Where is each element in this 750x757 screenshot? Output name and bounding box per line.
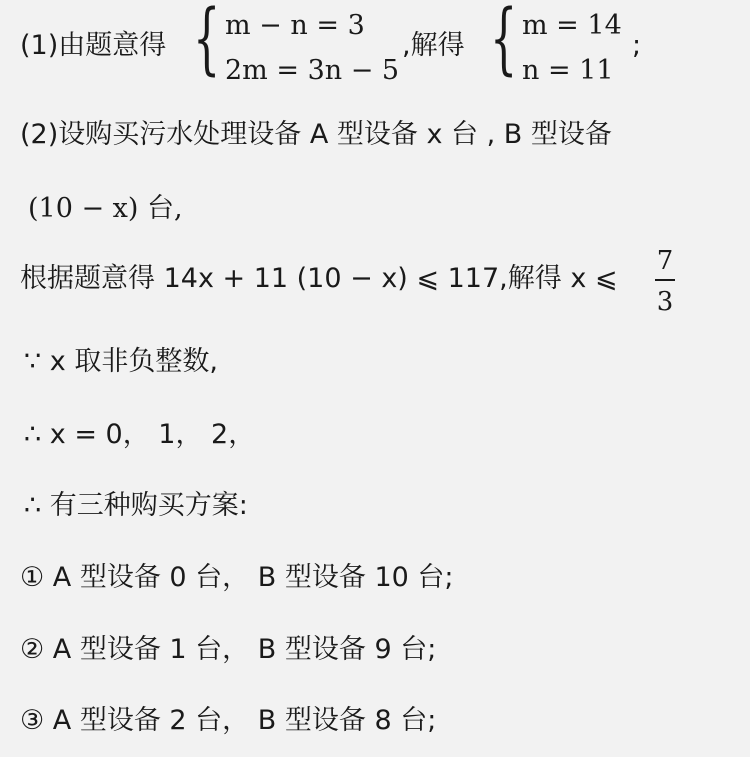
system2-row1: m = 14 bbox=[522, 10, 622, 41]
fraction-bar bbox=[655, 279, 675, 281]
because-line: ∵ x 取非负整数, bbox=[24, 346, 218, 377]
system1-brace: { bbox=[193, 0, 221, 84]
part2-line2: (10 − x) 台, bbox=[28, 193, 183, 224]
fraction-denominator: 3 bbox=[656, 287, 674, 317]
fraction-numerator: 7 bbox=[656, 246, 674, 276]
therefore-plans-line: ∴ 有三种购买方案: bbox=[24, 490, 248, 521]
part1-label: (1)由题意得 bbox=[20, 30, 167, 61]
part2-line1: (2)设购买污水处理设备 A 型设备 x 台 , B 型设备 bbox=[20, 119, 612, 150]
part1-end: ; bbox=[632, 30, 642, 61]
plan-item: ② A 型设备 1 台， B 型设备 9 台; bbox=[20, 634, 437, 665]
part2-line3: 根据题意得 14x + 11 (10 − x) ⩽ 117,解得 x ⩽ bbox=[20, 263, 618, 294]
therefore-values-line: ∴ x = 0， 1， 2， bbox=[24, 419, 256, 450]
system2-brace: { bbox=[490, 0, 518, 84]
system1-row2: 2m = 3n − 5 bbox=[225, 55, 400, 86]
part1-mid: ,解得 bbox=[402, 30, 465, 61]
plan-item: ③ A 型设备 2 台， B 型设备 8 台; bbox=[20, 705, 437, 736]
system2-row2: n = 11 bbox=[522, 55, 614, 86]
plan-item: ① A 型设备 0 台， B 型设备 10 台; bbox=[20, 562, 454, 593]
system1-row1: m − n = 3 bbox=[225, 10, 365, 41]
